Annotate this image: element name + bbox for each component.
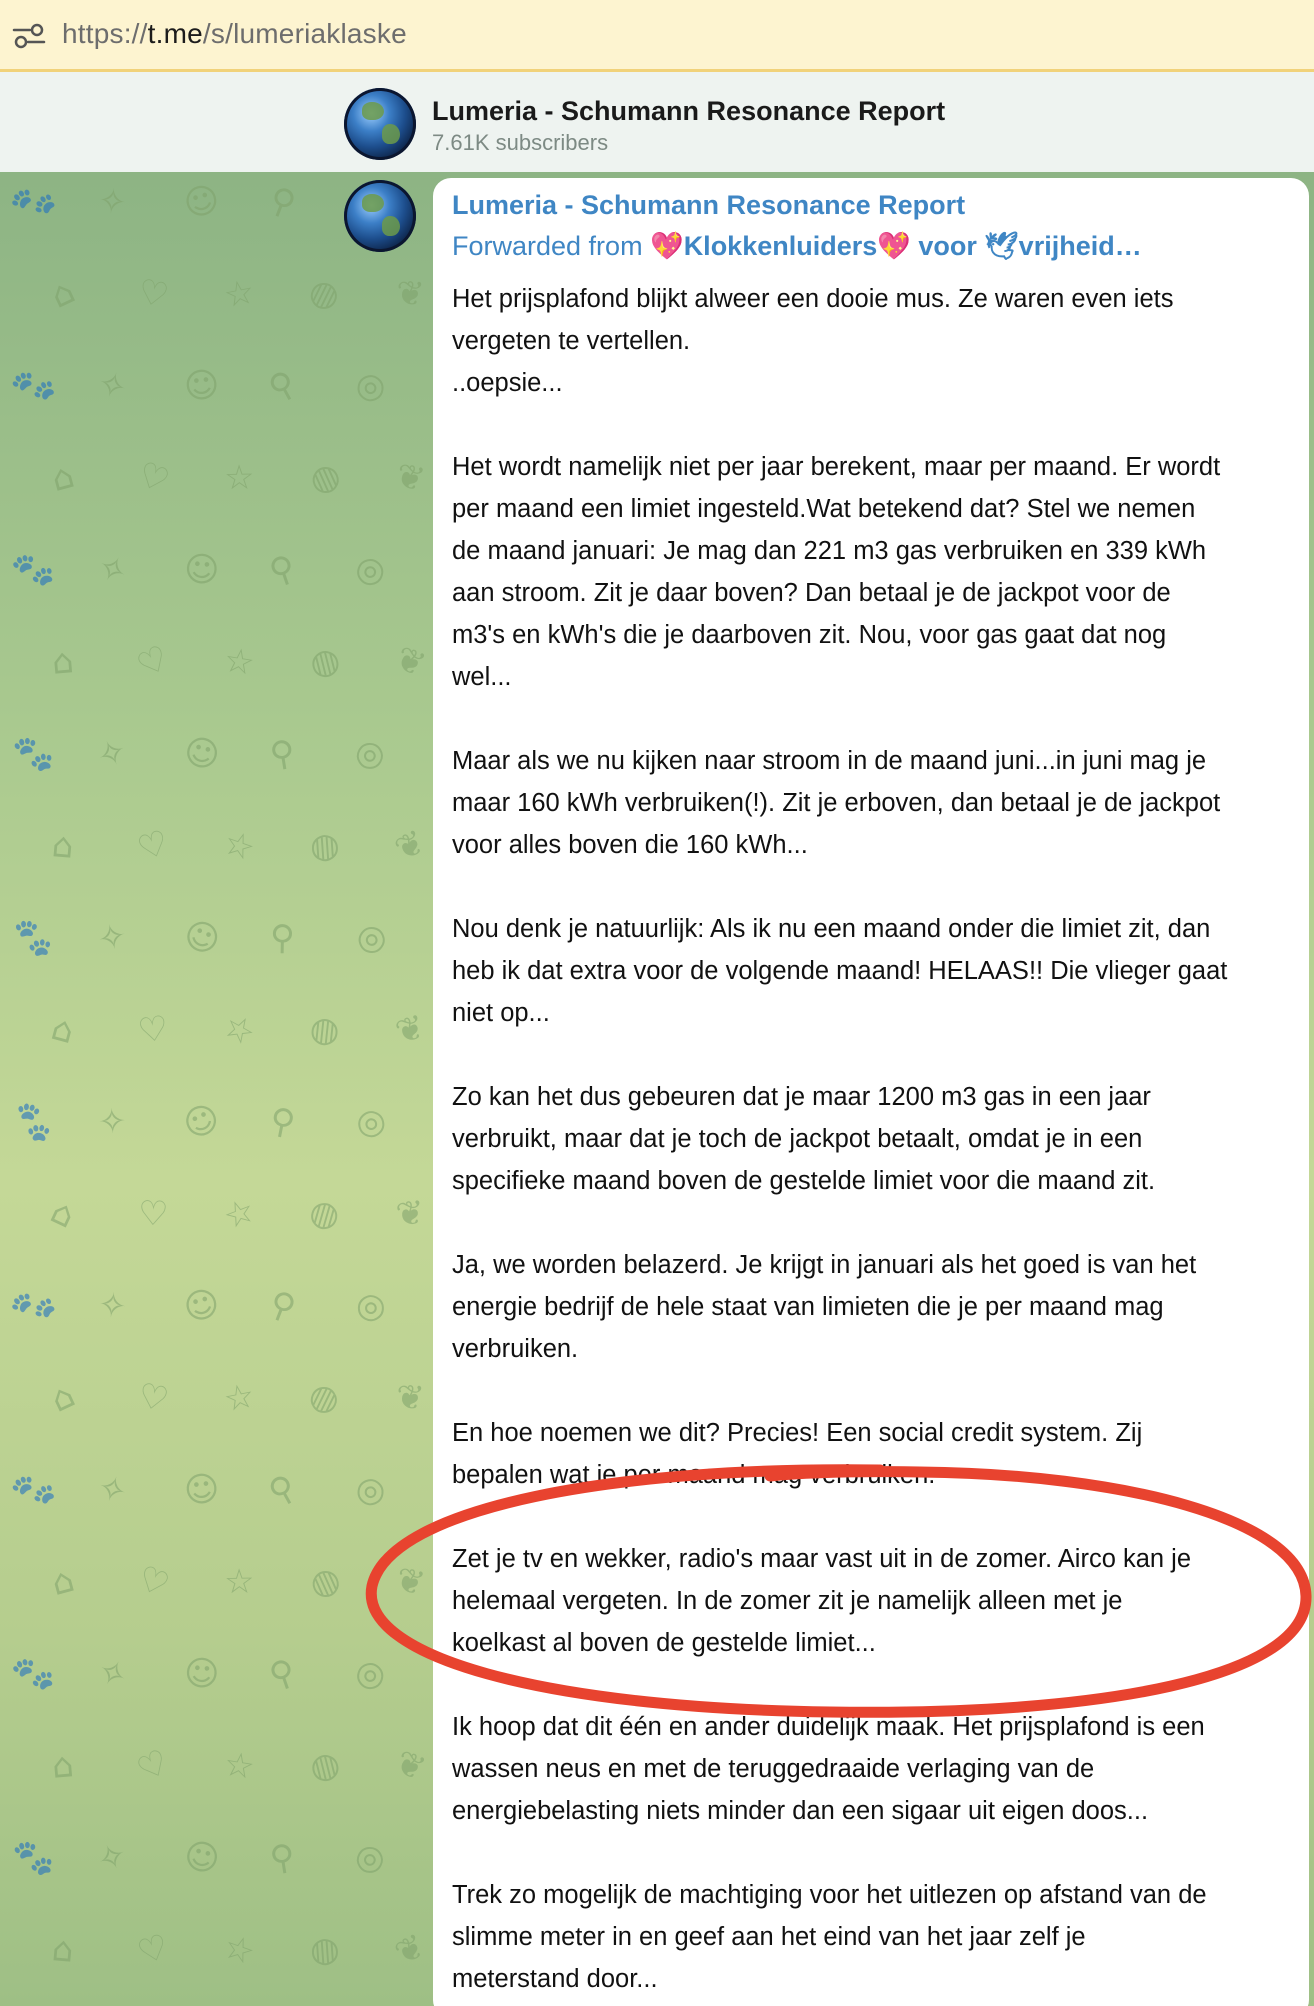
leaf-icon: ❦ <box>392 455 429 501</box>
bone-icon: ⚲ <box>262 362 304 410</box>
cat-face-icon: ☺ <box>179 1281 225 1331</box>
message-line: energiebelasting niets minder dan een sigaar uit eigen doos... <box>452 1797 1149 1825</box>
forwarded-label: Forwarded from <box>452 231 651 261</box>
message-line: Maar als we nu kijken naar stroom in de maand juni...in juni mag je <box>452 747 1207 775</box>
cat-face-icon: ☺ <box>177 1096 227 1148</box>
leaf-icon: ❦ <box>389 1742 432 1790</box>
cat-face-icon: ☺ <box>177 912 227 964</box>
house-icon: ⌂ <box>50 1745 76 1787</box>
heart-icon: ♡ <box>132 1926 175 1974</box>
message-line: specifieke maand boven de gestelde limiet voor die maand zit. <box>452 1167 1156 1195</box>
forwarded-source-name[interactable]: Klokkenluiders <box>683 231 878 261</box>
heart-icon: ♡ <box>137 1193 170 1235</box>
message-paragraph <box>452 1412 1292 1496</box>
message-line: niet op... <box>452 999 550 1027</box>
paw-icon: 🐾 <box>9 546 58 594</box>
message-paragraph <box>452 908 1292 1034</box>
message-line: de maand januari: Je mag dan 221 m3 gas verbruiken en 339 kWh <box>452 537 1207 565</box>
url-path: /s/lumeriaklaske <box>202 18 407 49</box>
cat-face-icon: ☺ <box>182 1468 222 1512</box>
leaf-icon: ❦ <box>395 273 426 315</box>
paw-icon: 🐾 <box>6 1463 61 1517</box>
url-host: t.me <box>147 18 203 49</box>
message-line: Nou denk je natuurlijk: Als ik nu een maand onder die limiet zit, dan <box>452 915 1211 943</box>
message-line: meterstand door... <box>452 1965 658 1993</box>
ball-icon: ◍ <box>305 1743 345 1789</box>
yarn-ball-icon: ◎ <box>348 729 394 779</box>
paw-icon: 🐾 <box>6 359 61 413</box>
star-icon: ☆ <box>218 1926 261 1974</box>
ball-icon: ◍ <box>308 1008 343 1052</box>
house-icon: ⌂ <box>50 641 76 683</box>
paw-icon: 🐾 <box>5 174 62 230</box>
star-icon: ☆ <box>218 1189 261 1239</box>
ball-icon: ◍ <box>308 825 342 867</box>
house-icon: ⌂ <box>47 1559 79 1605</box>
paw-icon: 🐾 <box>5 1278 62 1334</box>
url-prefix: https:// <box>62 18 148 49</box>
earth-globe-avatar-icon[interactable] <box>344 180 416 252</box>
cat-face-icon: ☺ <box>182 364 222 408</box>
house-icon: ⌂ <box>50 825 76 867</box>
message-line: helemaal vergeten. In de zomer zit je namelijk alleen met je <box>452 1587 1123 1615</box>
ball-icon: ◍ <box>305 1190 345 1238</box>
leaf-icon: ❦ <box>395 1377 426 1419</box>
yarn-ball-icon: ◎ <box>355 1285 387 1327</box>
cat-face-icon: ☺ <box>182 548 222 592</box>
message-line: energie bedrijf de hele staat van limieten die je per maand mag <box>452 1293 1164 1321</box>
bone-icon: ⚲ <box>269 917 296 959</box>
browser-address-bar[interactable] <box>0 0 1314 72</box>
house-icon: ⌂ <box>47 1007 79 1053</box>
star-icon: ☆ <box>220 1375 259 1421</box>
forwarded-from[interactable] <box>452 230 1142 262</box>
earth-globe-avatar-icon[interactable] <box>344 88 416 160</box>
yarn-ball-icon: ◎ <box>353 1468 389 1512</box>
cat-face-icon: ☺ <box>180 730 225 778</box>
heart-icon: ♡ <box>134 271 173 317</box>
message-paragraph <box>452 278 1292 404</box>
message-line: Zet je tv en wekker, radio's maar vast uit in de zomer. Airco kan je <box>452 1545 1192 1573</box>
heart-icon: ♡ <box>132 822 175 870</box>
fish-bone-icon: ✧ <box>97 1101 128 1143</box>
fish-bone-icon: ✧ <box>90 545 135 595</box>
forwarded-source-word: voor <box>910 231 985 261</box>
bone-icon: ⚲ <box>264 1282 302 1330</box>
leaf-icon: ❦ <box>388 1925 433 1975</box>
message-line: Ik hoop dat dit één en ander duidelijk maak. Het prijsplafond is een <box>452 1713 1205 1741</box>
message-paragraph <box>452 1538 1292 1664</box>
fish-bone-icon: ✧ <box>93 362 133 410</box>
fish-bone-icon: ✧ <box>91 1834 134 1882</box>
paw-icon: 🐾 <box>6 1095 61 1149</box>
paw-icon: 🐾 <box>9 1650 58 1698</box>
message-line: wel... <box>452 663 512 691</box>
cat-face-icon: ☺ <box>179 177 225 227</box>
message-line: En hoe noemen we dit? Precies! Een social credit system. Zij <box>452 1419 1143 1447</box>
url-text[interactable] <box>62 18 407 50</box>
bone-icon: ⚲ <box>267 1836 299 1880</box>
heart-icon: ♡ <box>131 1557 176 1607</box>
heart-emoji-icon: 💖 <box>650 231 684 261</box>
ball-icon: ◍ <box>303 269 348 319</box>
star-icon: ☆ <box>223 1561 256 1603</box>
heart-icon: ♡ <box>135 1008 172 1052</box>
house-icon: ⌂ <box>44 271 82 317</box>
message-line: bepalen wat je per maand mag verbruiken. <box>452 1461 936 1489</box>
message-author[interactable]: Lumeria - Schumann Resonance Report <box>452 190 966 220</box>
yarn-ball-icon: ◎ <box>353 364 389 408</box>
message-line: verbruiken. <box>452 1335 579 1363</box>
paw-icon: 🐾 <box>12 734 55 774</box>
star-icon: ☆ <box>223 457 256 499</box>
fish-bone-icon: ✧ <box>90 1649 135 1699</box>
heart-icon: ♡ <box>134 1375 173 1421</box>
message-line: vergeten te vertellen. <box>452 327 691 355</box>
message-paragraph <box>452 1076 1292 1202</box>
message-line: per maand een limiet ingesteld.Wat betekend dat? Stel we nemen <box>452 495 1196 523</box>
yarn-ball-icon: ◎ <box>348 1833 394 1883</box>
yarn-ball-icon: ◎ <box>352 1099 390 1145</box>
message-line: verbruikt, maar dat je toch de jackpot betaalt, omdat je in een <box>452 1125 1143 1153</box>
channel-title[interactable]: Lumeria - Schumann Resonance Report <box>432 96 946 126</box>
message-line: m3's en kWh's die je daarboven zit. Nou, voor gas gaat dat nog <box>452 621 1167 649</box>
star-icon: ☆ <box>216 1005 263 1055</box>
message-paragraph <box>452 1706 1292 1832</box>
message-line: Ja, we worden belazerd. Je krijgt in januari als het goed is van het <box>452 1251 1197 1279</box>
house-icon: ⌂ <box>50 1929 76 1971</box>
house-icon: ⌂ <box>47 455 79 501</box>
heart-emoji-icon: 💖 <box>877 231 911 261</box>
ball-icon: ◍ <box>303 1373 348 1423</box>
message-line: wassen neus en met de teruggedraaide verlaging van de <box>452 1755 1095 1783</box>
subscriber-count: 7.61K subscribers <box>432 130 609 155</box>
fish-bone-icon: ✧ <box>96 180 130 224</box>
star-icon: ☆ <box>218 822 261 870</box>
bone-icon: ⚲ <box>266 1099 299 1145</box>
cat-face-icon: ☺ <box>182 1652 222 1696</box>
ball-icon: ◍ <box>305 639 345 685</box>
message-text <box>452 278 1292 2006</box>
paw-icon: 🐾 <box>9 914 58 962</box>
bone-icon: ⚲ <box>267 732 299 776</box>
paw-icon: 🐾 <box>12 1838 55 1878</box>
fish-bone-icon: ✧ <box>93 1466 133 1514</box>
heart-icon: ♡ <box>130 1741 177 1791</box>
message-paragraph <box>452 740 1292 866</box>
message-line: Trek zo mogelijk de machtiging voor het uitlezen op afstand van de <box>452 1881 1207 1909</box>
message-line: Het wordt namelijk niet per jaar berekent, maar per maand. Er wordt <box>452 453 1221 481</box>
ball-icon: ◍ <box>303 453 347 503</box>
bone-icon: ⚲ <box>264 1651 302 1697</box>
message-line: slimme meter in en geef aan het eind van het jaar zelf je <box>452 1923 1086 1951</box>
message-line: ..oepsie... <box>452 369 563 397</box>
message-line: koelkast al boven de gestelde limiet... <box>452 1629 876 1657</box>
fish-bone-icon: ✧ <box>96 1284 130 1328</box>
house-icon: ⌂ <box>44 1375 82 1421</box>
message-line: maar 160 kWh verbruiken(!). Zit je erboven, dan betaal je de jackpot <box>452 789 1221 817</box>
message-paragraph <box>452 1244 1292 1370</box>
yarn-ball-icon: ◎ <box>349 913 393 963</box>
star-icon: ☆ <box>221 639 258 685</box>
cat-face-icon: ☺ <box>180 1834 225 1882</box>
message-line: aan stroom. Zit je daar boven? Dan betaal je de jackpot voor de <box>452 579 1171 607</box>
bone-icon: ⚲ <box>264 178 302 226</box>
yarn-ball-icon: ◎ <box>350 1650 392 1698</box>
house-icon: ⌂ <box>44 1191 82 1237</box>
yarn-ball-icon: ◎ <box>350 546 392 594</box>
bone-icon: ⚲ <box>262 1466 304 1514</box>
message-line: heb ik dat extra voor de volgende maand! HELAAS!! Die vlieger gaat <box>452 957 1228 985</box>
message-line: Het prijsplafond blijkt alweer een dooie mus. Ze waren even iets <box>452 285 1174 313</box>
leaf-icon: ❦ <box>388 821 433 871</box>
message-line: voor alles boven die 160 kWh... <box>452 831 808 859</box>
star-icon: ☆ <box>220 271 259 317</box>
leaf-icon: ❦ <box>391 1006 431 1054</box>
fish-bone-icon: ✧ <box>94 915 131 961</box>
heart-icon: ♡ <box>131 453 176 503</box>
leaf-icon: ❦ <box>389 638 432 686</box>
dove-emoji-icon: 🕊 <box>984 231 1019 261</box>
leaf-icon: ❦ <box>392 1559 429 1605</box>
heart-icon: ♡ <box>130 637 177 687</box>
bone-icon: ⚲ <box>264 547 302 593</box>
message-line: Zo kan het dus gebeuren dat je maar 1200 m3 gas in een jaar <box>452 1083 1151 1111</box>
message-paragraph <box>452 446 1292 698</box>
ball-icon: ◍ <box>303 1557 347 1607</box>
star-icon: ☆ <box>221 1743 258 1789</box>
site-settings-icon[interactable] <box>12 22 46 50</box>
ball-icon: ◍ <box>308 1929 342 1971</box>
forwarded-source-tail: vrijheid… <box>1018 231 1142 261</box>
leaf-icon: ❦ <box>394 1192 428 1236</box>
fish-bone-icon: ✧ <box>91 730 134 778</box>
message-paragraph <box>452 1874 1292 2000</box>
